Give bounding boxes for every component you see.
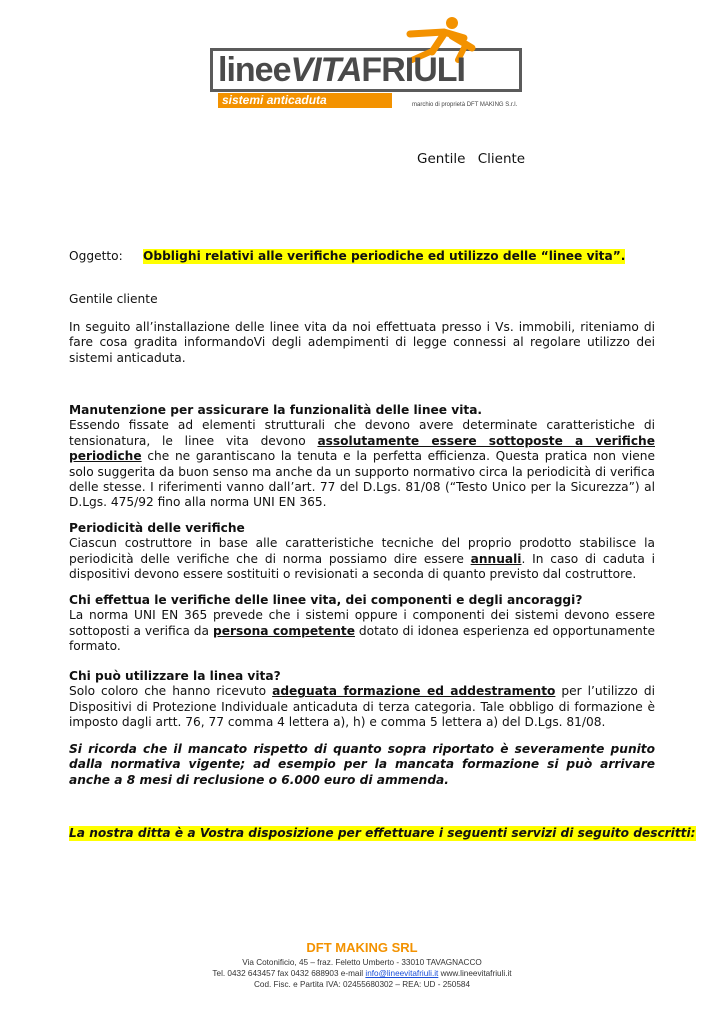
- intro-paragraph: In seguito all’installazione delle linee vita da noi effettuata presso i Vs. immobili, riteniamo di fare cosa gradita informandoVi degli adempimenti di legge connessi al regolare utilizzo dei sistemi anticaduta.: [69, 320, 655, 365]
- emphasis-text: persona competente: [212, 623, 355, 638]
- section-body: Ciascun costruttore in base alle caratteristiche tecniche del proprio prodotto stabilisce la periodicità delle verifiche che di norma possiamo dire essere annuali. In caso di caduta i dispositivi devono essere sostituiti o revisionati a seconda di quanto previsto dal costruttore.: [69, 536, 655, 582]
- footer-website[interactable]: www.lineevitafriuli.it: [438, 969, 512, 978]
- subject-text: Obblighi relativi alle verifiche periodiche ed utilizzo delle “linee vita”.: [143, 249, 626, 263]
- brand-ownership-note: marchio di proprietà DFT MAKING S.r.l.: [412, 102, 518, 108]
- section-title: Chi può utilizzare la linea vita?: [69, 669, 281, 683]
- section-maintenance: [69, 403, 655, 511]
- footer-address: Via Cotonificio, 45 – fraz. Feletto Umberto - 33010 TAVAGNACCO: [242, 958, 482, 967]
- services-offer: La nostra ditta è a Vostra disposizione per effettuare i seguenti servizi di seguito descritti:: [69, 826, 696, 840]
- section-who-uses: [69, 669, 655, 731]
- section-title: Chi effettua le verifiche delle linee vita, dei componenti e degli ancoraggi?: [69, 593, 583, 607]
- footer-fiscal-info: Cod. Fisc. e Partita IVA: 02455680302 – REA: UD - 250584: [253, 980, 471, 989]
- section-periodicity: [69, 521, 655, 583]
- subject-label: Oggetto:: [69, 249, 123, 263]
- legal-warning-note: Si ricorda che il mancato rispetto di quanto sopra riportato è severamente punito dalla normativa vigente; ad esempio per la mancata formazione si può arrivare anche a 8 mesi di reclusione o 6.000 euro di ammenda.: [69, 742, 655, 787]
- emphasis-text: assolutamente essere sottoposte a verifiche periodiche: [69, 433, 655, 464]
- section-title: Manutenzione per assicurare la funzionalità delle linee vita.: [69, 403, 483, 417]
- section-who-checks: [69, 593, 655, 655]
- logo-tagline: sistemi anticaduta: [218, 93, 392, 108]
- section-body: Solo coloro che hanno ricevuto adeguata formazione ed addestramento per l’utilizzo di Dispositivi di Protezione Individuale anticaduta di terza categoria. Tale obbligo di formazione è imposto dagli artt. 76, 77 comma 4 lettera a), h) e comma 5 lettera a) del D.Lgs. 81/08.: [69, 684, 655, 730]
- footer-company-name: DFT MAKING SRL: [306, 940, 418, 955]
- emphasis-text: annuali: [470, 551, 522, 566]
- logo-wordmark: lineeVITAFRIULI: [218, 51, 465, 89]
- greeting: Gentile cliente: [69, 292, 158, 306]
- footer-email-link[interactable]: info@lineevitafriuli.it: [365, 969, 439, 978]
- emphasis-text: adeguata formazione ed addestramento: [272, 684, 556, 699]
- section-title: Periodicità delle verifiche: [69, 521, 245, 535]
- recipient-salutation: Gentile Cliente: [417, 151, 526, 167]
- section-body: La norma UNI EN 365 prevede che i sistemi oppure i componenti dei sistemi devono essere sottoposti a verifica da persona competente dotato di idonea esperienza ed opportunamente formato.: [69, 608, 656, 654]
- footer-contacts: Tel. 0432 643457 fax 0432 688903 e-mail info@lineevitafriuli.it www.lineevitafriuli.it: [212, 969, 512, 978]
- section-body: Essendo fissate ad elementi strutturali che devono avere determinate caratteristiche di tensionatura, le linee vita devono assolutamente essere sottoposte a verifiche periodiche che ne garantiscano la tenuta e la perfetta efficienza. Questa pratica non viene solo suggerita da buon senso ma anche da un supporto normativo circa la periodicità di verifica delle stesse. I riferimenti vanno dall’art. 77 del D.Lgs. 81/08 (“Testo Unico per la Sicurezza”) al D.Lgs. 475/92 fino alla norma UNI EN 365.: [69, 418, 655, 510]
